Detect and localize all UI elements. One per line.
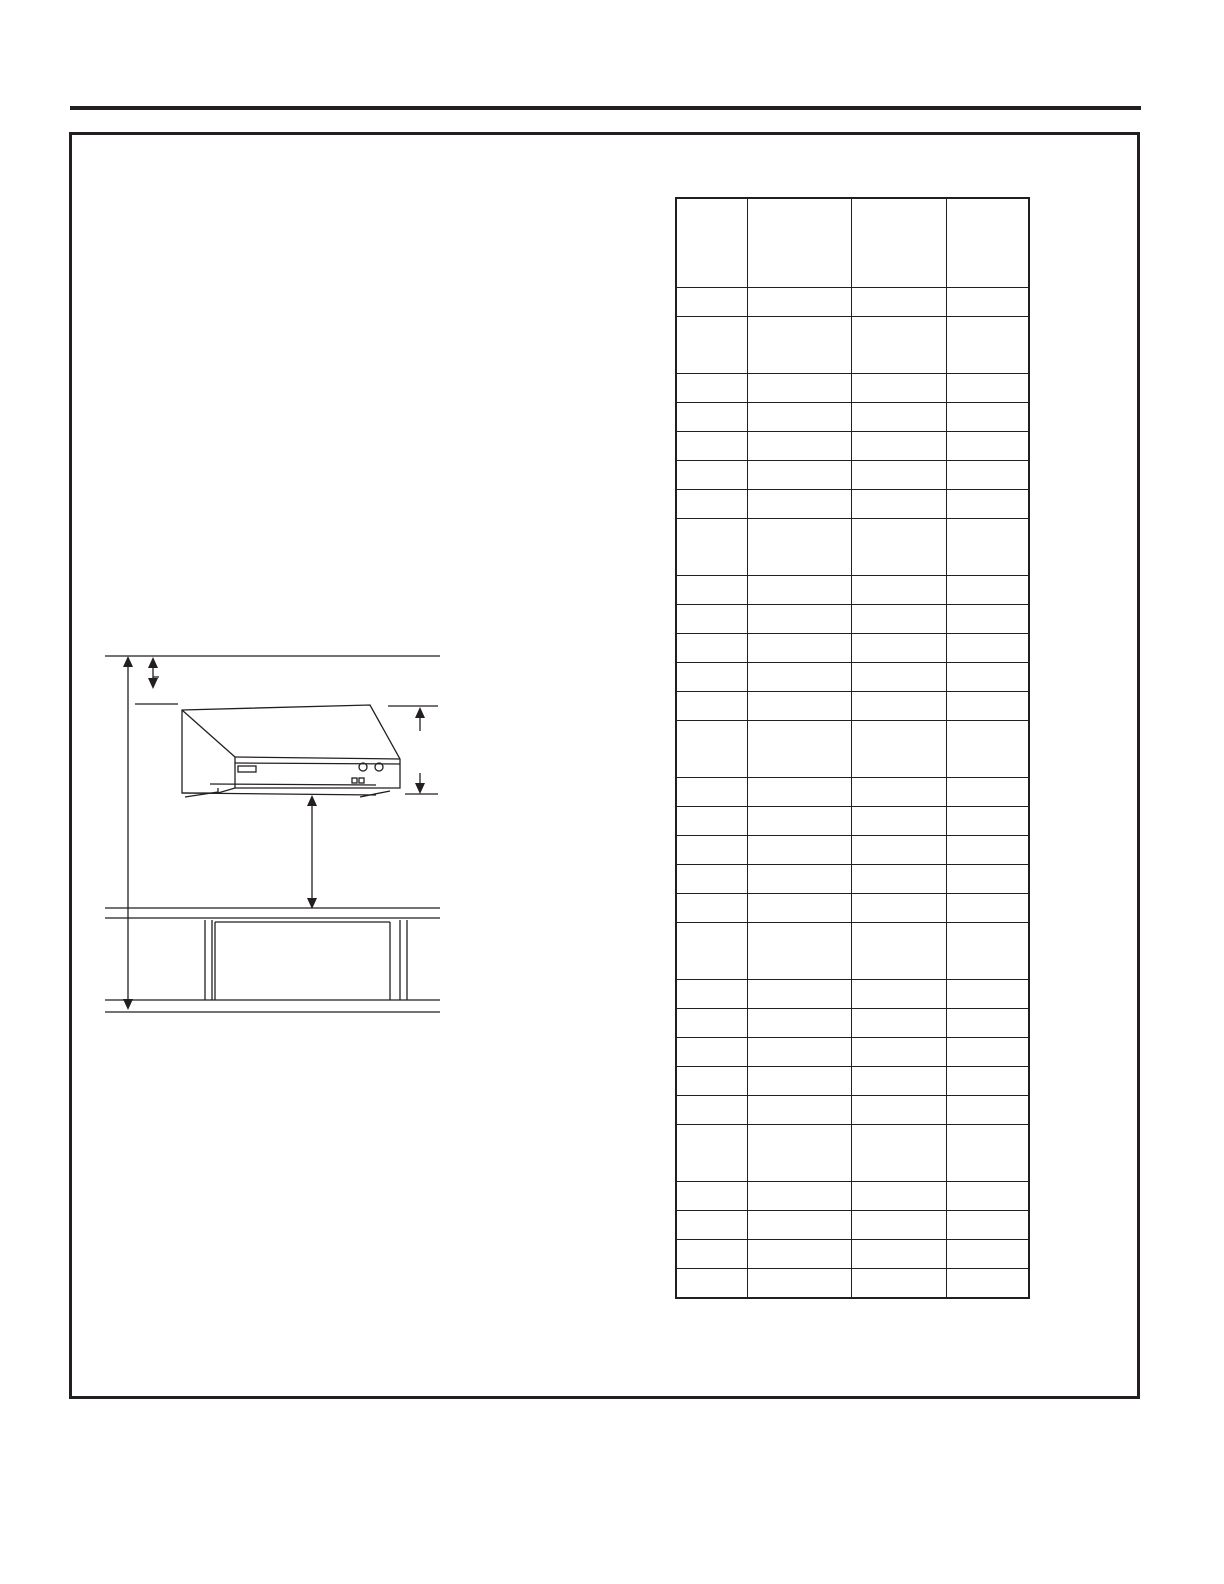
table-cell: [676, 605, 747, 634]
top-rule: [70, 106, 1141, 110]
table-cell: [851, 923, 946, 980]
table-cell: [747, 403, 851, 432]
table-row: [676, 980, 1029, 1009]
table-cell: [747, 1038, 851, 1067]
table-cell: [676, 490, 747, 519]
table-cell: [676, 403, 747, 432]
table-row: [676, 778, 1029, 807]
table-row: [676, 865, 1029, 894]
table-cell: [946, 980, 1029, 1009]
table-cell: [676, 980, 747, 1009]
table-cell: [946, 490, 1029, 519]
table-cell: [747, 519, 851, 576]
table-row: [676, 519, 1029, 576]
header-cell: [946, 198, 1029, 288]
table-row: [676, 1182, 1029, 1211]
table-cell: [946, 1211, 1029, 1240]
table-row: [676, 1211, 1029, 1240]
table-row: [676, 1240, 1029, 1269]
table-cell: [676, 807, 747, 836]
table-cell: [851, 836, 946, 865]
table-cell: [946, 576, 1029, 605]
table-cell: [946, 317, 1029, 374]
table-cell: [676, 692, 747, 721]
table-row: [676, 317, 1029, 374]
table-cell: [851, 1125, 946, 1182]
table-row: [676, 461, 1029, 490]
table-cell: [851, 634, 946, 663]
table-cell: [747, 1125, 851, 1182]
hood-installation-diagram: [100, 645, 445, 1020]
table-cell: [676, 1269, 747, 1299]
table-cell: [747, 576, 851, 605]
table-cell: [676, 1067, 747, 1096]
table-cell: [851, 1211, 946, 1240]
table-cell: [946, 288, 1029, 317]
table-cell: [851, 605, 946, 634]
header-cell: [676, 198, 747, 288]
table-cell: [851, 894, 946, 923]
table-cell: [676, 1182, 747, 1211]
table-row: [676, 692, 1029, 721]
table-row: [676, 374, 1029, 403]
table-cell: [946, 778, 1029, 807]
table-cell: [946, 1009, 1029, 1038]
table-cell: [747, 692, 851, 721]
table-cell: [946, 1038, 1029, 1067]
table-cell: [747, 663, 851, 692]
table-cell: [946, 692, 1029, 721]
table-row: [676, 1125, 1029, 1182]
table-row: [676, 836, 1029, 865]
table-cell: [851, 1096, 946, 1125]
table-cell: [747, 288, 851, 317]
table-row: [676, 1067, 1029, 1096]
table-cell: [946, 1067, 1029, 1096]
table-cell: [946, 519, 1029, 576]
table-cell: [747, 1009, 851, 1038]
table-cell: [851, 519, 946, 576]
table-row: [676, 1009, 1029, 1038]
table-cell: [747, 807, 851, 836]
table-cell: [676, 778, 747, 807]
table-cell: [676, 1096, 747, 1125]
table-cell: [851, 461, 946, 490]
table-cell: [851, 374, 946, 403]
table-cell: [851, 865, 946, 894]
table-cell: [676, 663, 747, 692]
table-cell: [676, 432, 747, 461]
table-cell: [946, 634, 1029, 663]
table-row: [676, 1096, 1029, 1125]
table-row: [676, 1269, 1029, 1299]
table-cell: [851, 1182, 946, 1211]
table-cell: [946, 1240, 1029, 1269]
table-cell: [851, 432, 946, 461]
table-cell: [676, 1125, 747, 1182]
table-cell: [851, 1067, 946, 1096]
table-row: [676, 807, 1029, 836]
table-cell: [747, 1096, 851, 1125]
table-cell: [747, 605, 851, 634]
table-cell: [946, 605, 1029, 634]
table-cell: [946, 721, 1029, 778]
table-cell: [851, 317, 946, 374]
table-row: [676, 1038, 1029, 1067]
range-hood-icon: [182, 705, 400, 797]
table-cell: [946, 461, 1029, 490]
table-cell: [851, 1038, 946, 1067]
header-cell: [851, 198, 946, 288]
table-cell: [946, 807, 1029, 836]
table-cell: [747, 1269, 851, 1299]
table-cell: [747, 374, 851, 403]
table-row: [676, 432, 1029, 461]
table-cell: [851, 576, 946, 605]
table-cell: [851, 692, 946, 721]
table-cell: [747, 894, 851, 923]
table-row: [676, 490, 1029, 519]
table-cell: [851, 403, 946, 432]
table-cell: [946, 432, 1029, 461]
table-row: [676, 894, 1029, 923]
table-cell: [747, 634, 851, 663]
table-row: [676, 403, 1029, 432]
table-cell: [851, 980, 946, 1009]
table-cell: [676, 634, 747, 663]
table-cell: [676, 374, 747, 403]
table-cell: [676, 317, 747, 374]
table-cell: [747, 1211, 851, 1240]
table-row: [676, 605, 1029, 634]
table-cell: [747, 1240, 851, 1269]
table-cell: [851, 1269, 946, 1299]
table-cell: [946, 894, 1029, 923]
table-cell: [747, 721, 851, 778]
table-row: [676, 663, 1029, 692]
table-cell: [851, 721, 946, 778]
table-cell: [676, 721, 747, 778]
table-cell: [851, 1009, 946, 1038]
table-cell: [676, 894, 747, 923]
table-cell: [676, 288, 747, 317]
header-cell: [747, 198, 851, 288]
table-header-row: [676, 198, 1029, 288]
table-cell: [747, 490, 851, 519]
table-cell: [676, 865, 747, 894]
table-cell: [676, 1240, 747, 1269]
table-row: [676, 923, 1029, 980]
table-row: [676, 576, 1029, 605]
table-cell: [676, 1211, 747, 1240]
table-cell: [851, 807, 946, 836]
table-cell: [676, 836, 747, 865]
cooktop-icon: [105, 908, 440, 1012]
table-cell: [747, 461, 851, 490]
table-cell: [946, 1182, 1029, 1211]
table-cell: [747, 1182, 851, 1211]
table-cell: [946, 836, 1029, 865]
table-cell: [747, 778, 851, 807]
table-cell: [676, 576, 747, 605]
table-cell: [747, 836, 851, 865]
table-cell: [946, 374, 1029, 403]
table-cell: [747, 865, 851, 894]
table-cell: [851, 490, 946, 519]
table-cell: [851, 1240, 946, 1269]
table-cell: [946, 403, 1029, 432]
table-cell: [946, 663, 1029, 692]
table-cell: [747, 317, 851, 374]
table-cell: [747, 432, 851, 461]
table-cell: [676, 461, 747, 490]
table-cell: [946, 923, 1029, 980]
table-cell: [676, 1038, 747, 1067]
table-row: [676, 634, 1029, 663]
spec-table: [675, 197, 1030, 1299]
table-row: [676, 721, 1029, 778]
table-cell: [946, 1269, 1029, 1299]
table-cell: [851, 778, 946, 807]
table-cell: [676, 923, 747, 980]
table-cell: [851, 663, 946, 692]
table-cell: [676, 1009, 747, 1038]
table-cell: [946, 865, 1029, 894]
table-row: [676, 288, 1029, 317]
table-cell: [851, 288, 946, 317]
table-cell: [946, 1096, 1029, 1125]
table-cell: [747, 980, 851, 1009]
table-cell: [747, 923, 851, 980]
table-cell: [676, 519, 747, 576]
table-cell: [946, 1125, 1029, 1182]
table-cell: [747, 1067, 851, 1096]
